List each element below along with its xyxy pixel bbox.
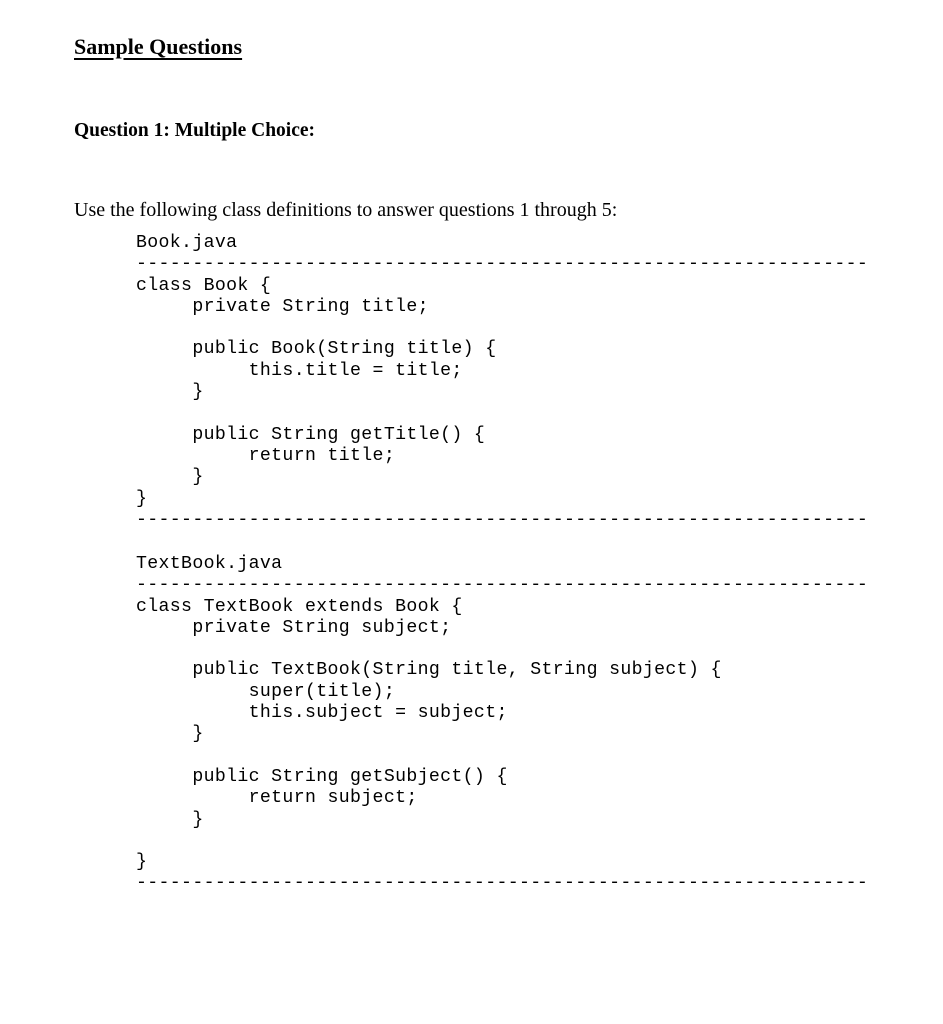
book-java-code-block: Book.java ----------------------------------------------------------------- class Book { private String title; public Book(String title) { this.title = title; } public String getTitle() { return title; } } ----------------------------------------------------------------- bbox=[136, 233, 869, 530]
page-title: Sample Questions bbox=[74, 34, 243, 59]
question-heading: Question 1: Multiple Choice: bbox=[74, 120, 316, 141]
textbook-java-code-block: TextBook.java ----------------------------------------------------------------- class TextBook extends Book { private String subject; public TextBook(String title, String subject) { super(title); this.subject = subject; } public String getSubject() { return subject; } } ----------------------------------------------------------------- bbox=[136, 554, 869, 894]
question-intro: Use the following class definitions to answer questions 1 through 5: bbox=[74, 199, 618, 221]
